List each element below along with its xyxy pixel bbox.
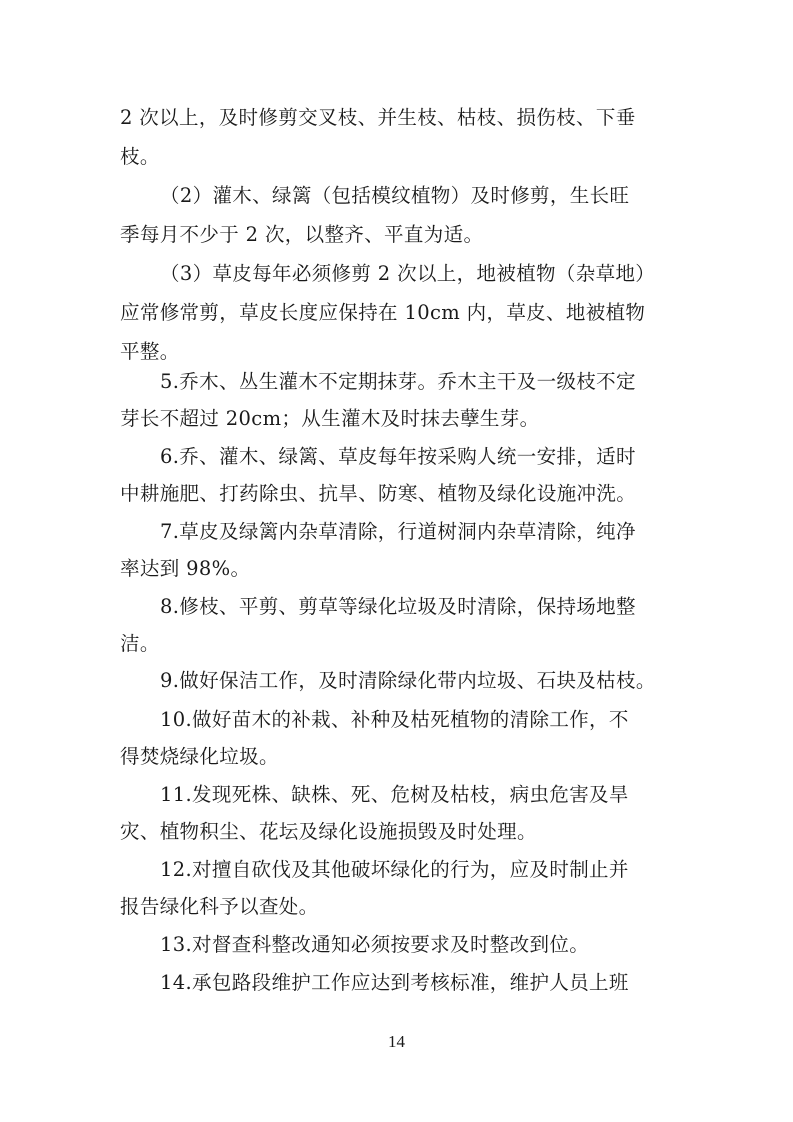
- text-line: 5.乔木、丛生灌木不定期抹芽。乔木主干及一级枝不定: [160, 370, 636, 393]
- text-line: 枝。: [120, 145, 160, 168]
- text-line: 9.做好保洁工作，及时清除绿化带内垃圾、石块及枯枝。: [160, 669, 656, 692]
- text-line: 洁。: [120, 632, 160, 655]
- text-line: 11.发现死株、缺株、死、危树及枯枝，病虫危害及旱: [160, 783, 629, 806]
- text-line: 率达到 98%。: [120, 557, 251, 580]
- text-line: 6.乔、灌木、绿篱、草皮每年按采购人统一安排，适时: [160, 445, 636, 468]
- text-line: 7.草皮及绿篱内杂草清除，行道树洞内杂草清除，纯净: [160, 520, 636, 543]
- text-line: 得焚烧绿化垃圾。: [120, 745, 279, 768]
- text-line: 平整。: [120, 340, 180, 363]
- text-line: 13.对督查科整改通知必须按要求及时整改到位。: [160, 933, 590, 956]
- text-line: 2 次以上，及时修剪交叉枝、并生枝、枯枝、损伤枝、下垂: [120, 106, 636, 129]
- text-line: （3）草皮每年必须修剪 2 次以上，地被植物（杂草地）: [160, 262, 656, 285]
- text-line: 10.做好苗木的补栽、补种及枯死植物的清除工作，不: [160, 708, 629, 731]
- text-line: 8.修枝、平剪、剪草等绿化垃圾及时清除，保持场地整: [160, 595, 636, 618]
- text-line: 14.承包路段维护工作应达到考核标准，维护人员上班: [160, 971, 629, 994]
- text-line: 季每月不少于 2 次，以整齐、平直为适。: [120, 223, 484, 246]
- text-line: 报告绿化科予以查处。: [120, 895, 319, 918]
- text-line: 应常修常剪，草皮长度应保持在 10cm 内，草皮、地被植物: [120, 301, 646, 324]
- text-line: （2）灌木、绿篱（包括模纹植物）及时修剪，生长旺: [160, 184, 630, 207]
- text-line: 芽长不超过 20cm；从生灌木及时抹去孽生芽。: [120, 407, 540, 430]
- page-number: 14: [388, 1032, 405, 1051]
- text-line: 灾、植物积尘、花坛及绿化设施损毁及时处理。: [120, 820, 537, 843]
- text-line: 中耕施肥、打药除虫、抗旱、防寒、植物及绿化设施冲洗。: [120, 482, 637, 505]
- text-line: 12.对擅自砍伐及其他破坏绿化的行为，应及时制止并: [160, 858, 629, 881]
